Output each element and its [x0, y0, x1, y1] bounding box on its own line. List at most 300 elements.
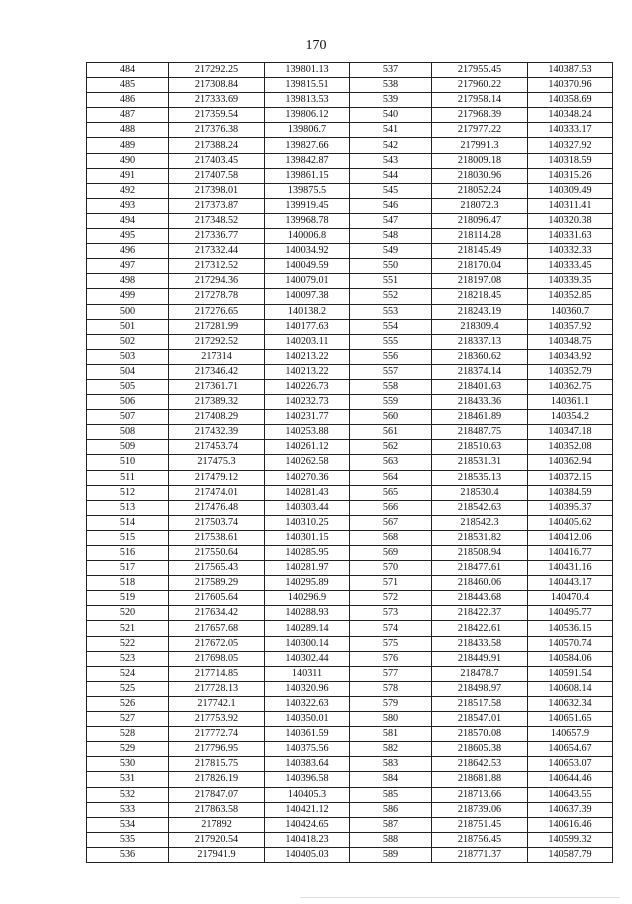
- y-coordinate-left: 140405.03: [265, 847, 350, 862]
- y-coordinate-right: 140332.33: [528, 244, 613, 259]
- y-coordinate-right: 140653.07: [528, 757, 613, 772]
- y-coordinate-left: 140079.01: [265, 274, 350, 289]
- y-coordinate-left: 140424.65: [265, 817, 350, 832]
- table-row: [87, 455, 613, 470]
- x-coordinate-left: 217698.05: [169, 651, 265, 666]
- y-coordinate-right: 140644.46: [528, 772, 613, 787]
- point-number-right: 546: [350, 198, 432, 213]
- point-number-right: 577: [350, 666, 432, 681]
- y-coordinate-left: 140232.73: [265, 395, 350, 410]
- point-number-left: 496: [87, 244, 169, 259]
- table-row: [87, 289, 613, 304]
- table-row: [87, 123, 613, 138]
- x-coordinate-left: 217742.1: [169, 696, 265, 711]
- x-coordinate-right: 218337.13: [432, 334, 528, 349]
- table-row: [87, 621, 613, 636]
- x-coordinate-right: 218535.13: [432, 470, 528, 485]
- x-coordinate-left: 217941.9: [169, 847, 265, 862]
- point-number-left: 522: [87, 636, 169, 651]
- y-coordinate-left: 139801.13: [265, 63, 350, 78]
- table-row: [87, 847, 613, 862]
- point-number-right: 589: [350, 847, 432, 862]
- point-number-right: 562: [350, 440, 432, 455]
- y-coordinate-left: 140213.22: [265, 349, 350, 364]
- coordinates-table-body: [87, 63, 613, 863]
- point-number-right: 569: [350, 546, 432, 561]
- point-number-left: 536: [87, 847, 169, 862]
- y-coordinate-left: 140049.59: [265, 259, 350, 274]
- y-coordinate-left: 140289.14: [265, 621, 350, 636]
- table-row: [87, 576, 613, 591]
- table-row: [87, 681, 613, 696]
- y-coordinate-right: 140643.55: [528, 787, 613, 802]
- table-row: [87, 168, 613, 183]
- y-coordinate-left: 139919.45: [265, 198, 350, 213]
- y-coordinate-left: 140270.36: [265, 470, 350, 485]
- x-coordinate-right: 218531.82: [432, 530, 528, 545]
- y-coordinate-left: 140311: [265, 666, 350, 681]
- point-number-left: 520: [87, 606, 169, 621]
- x-coordinate-left: 217278.78: [169, 289, 265, 304]
- point-number-right: 566: [350, 500, 432, 515]
- table-row: [87, 425, 613, 440]
- table-row: [87, 63, 613, 78]
- point-number-right: 541: [350, 123, 432, 138]
- point-number-right: 557: [350, 364, 432, 379]
- y-coordinate-left: 140350.01: [265, 712, 350, 727]
- y-coordinate-left: 140097.38: [265, 289, 350, 304]
- point-number-right: 587: [350, 817, 432, 832]
- x-coordinate-left: 217605.64: [169, 591, 265, 606]
- point-number-left: 494: [87, 213, 169, 228]
- point-number-right: 588: [350, 832, 432, 847]
- table-row: [87, 153, 613, 168]
- point-number-left: 510: [87, 455, 169, 470]
- y-coordinate-left: 140418.23: [265, 832, 350, 847]
- x-coordinate-left: 217314: [169, 349, 265, 364]
- footer-line: [300, 897, 620, 898]
- point-number-right: 549: [350, 244, 432, 259]
- x-coordinate-left: 217672.05: [169, 636, 265, 651]
- x-coordinate-left: 217276.65: [169, 304, 265, 319]
- y-coordinate-right: 140384.59: [528, 485, 613, 500]
- y-coordinate-left: 140203.11: [265, 334, 350, 349]
- point-number-right: 552: [350, 289, 432, 304]
- y-coordinate-right: 140352.85: [528, 289, 613, 304]
- x-coordinate-left: 217359.54: [169, 108, 265, 123]
- table-row: [87, 757, 613, 772]
- point-number-left: 535: [87, 832, 169, 847]
- x-coordinate-left: 217333.69: [169, 93, 265, 108]
- x-coordinate-right: 218422.61: [432, 621, 528, 636]
- point-number-right: 576: [350, 651, 432, 666]
- y-coordinate-right: 140360.7: [528, 304, 613, 319]
- point-number-left: 529: [87, 742, 169, 757]
- y-coordinate-right: 140352.79: [528, 364, 613, 379]
- y-coordinate-right: 140318.59: [528, 153, 613, 168]
- table-row: [87, 364, 613, 379]
- x-coordinate-left: 217657.68: [169, 621, 265, 636]
- y-coordinate-left: 139813.53: [265, 93, 350, 108]
- y-coordinate-right: 140608.14: [528, 681, 613, 696]
- y-coordinate-left: 140301.15: [265, 530, 350, 545]
- y-coordinate-right: 140361.1: [528, 395, 613, 410]
- table-row: [87, 485, 613, 500]
- point-number-right: 580: [350, 712, 432, 727]
- point-number-left: 514: [87, 515, 169, 530]
- point-number-right: 547: [350, 213, 432, 228]
- point-number-right: 581: [350, 727, 432, 742]
- table-row: [87, 561, 613, 576]
- table-row: [87, 138, 613, 153]
- point-number-right: 544: [350, 168, 432, 183]
- y-coordinate-left: 140421.12: [265, 802, 350, 817]
- y-coordinate-left: 140288.93: [265, 606, 350, 621]
- point-number-left: 490: [87, 153, 169, 168]
- x-coordinate-right: 218072.3: [432, 198, 528, 213]
- point-number-right: 583: [350, 757, 432, 772]
- x-coordinate-left: 217772.74: [169, 727, 265, 742]
- x-coordinate-left: 217346.42: [169, 364, 265, 379]
- y-coordinate-left: 140226.73: [265, 379, 350, 394]
- x-coordinate-right: 218170.04: [432, 259, 528, 274]
- y-coordinate-left: 140006.8: [265, 229, 350, 244]
- y-coordinate-right: 140584.06: [528, 651, 613, 666]
- point-number-left: 526: [87, 696, 169, 711]
- y-coordinate-left: 139842.87: [265, 153, 350, 168]
- x-coordinate-right: 218309.4: [432, 319, 528, 334]
- x-coordinate-right: 218517.58: [432, 696, 528, 711]
- table-row: [87, 832, 613, 847]
- table-row: [87, 712, 613, 727]
- point-number-left: 532: [87, 787, 169, 802]
- x-coordinate-right: 218114.28: [432, 229, 528, 244]
- table-row: [87, 440, 613, 455]
- x-coordinate-left: 217479.12: [169, 470, 265, 485]
- y-coordinate-right: 140637.39: [528, 802, 613, 817]
- y-coordinate-right: 140362.75: [528, 379, 613, 394]
- point-number-left: 487: [87, 108, 169, 123]
- point-number-right: 570: [350, 561, 432, 576]
- y-coordinate-right: 140654.67: [528, 742, 613, 757]
- table-row: [87, 229, 613, 244]
- x-coordinate-right: 218449.91: [432, 651, 528, 666]
- y-coordinate-right: 140327.92: [528, 138, 613, 153]
- point-number-right: 582: [350, 742, 432, 757]
- y-coordinate-left: 140405.3: [265, 787, 350, 802]
- x-coordinate-right: 218739.06: [432, 802, 528, 817]
- y-coordinate-left: 140302.44: [265, 651, 350, 666]
- x-coordinate-left: 217634.42: [169, 606, 265, 621]
- table-row: [87, 546, 613, 561]
- point-number-left: 525: [87, 681, 169, 696]
- point-number-left: 523: [87, 651, 169, 666]
- table-row: [87, 591, 613, 606]
- x-coordinate-right: 218498.97: [432, 681, 528, 696]
- x-coordinate-right: 218487.75: [432, 425, 528, 440]
- point-number-left: 516: [87, 546, 169, 561]
- x-coordinate-left: 217753.92: [169, 712, 265, 727]
- x-coordinate-left: 217403.45: [169, 153, 265, 168]
- point-number-left: 499: [87, 289, 169, 304]
- y-coordinate-left: 140361.59: [265, 727, 350, 742]
- table-row: [87, 410, 613, 425]
- x-coordinate-left: 217432.39: [169, 425, 265, 440]
- x-coordinate-right: 218433.36: [432, 395, 528, 410]
- y-coordinate-left: 140281.43: [265, 485, 350, 500]
- table-row: [87, 93, 613, 108]
- x-coordinate-left: 217388.24: [169, 138, 265, 153]
- point-number-right: 572: [350, 591, 432, 606]
- x-coordinate-right: 218145.49: [432, 244, 528, 259]
- table-row: [87, 742, 613, 757]
- y-coordinate-right: 140370.96: [528, 78, 613, 93]
- y-coordinate-right: 140536.15: [528, 621, 613, 636]
- table-row: [87, 787, 613, 802]
- table-row: [87, 772, 613, 787]
- coordinates-table: [86, 62, 613, 863]
- point-number-left: 501: [87, 319, 169, 334]
- y-coordinate-left: 139806.7: [265, 123, 350, 138]
- y-coordinate-left: 140296.9: [265, 591, 350, 606]
- point-number-right: 540: [350, 108, 432, 123]
- x-coordinate-right: 218751.45: [432, 817, 528, 832]
- point-number-left: 491: [87, 168, 169, 183]
- point-number-right: 558: [350, 379, 432, 394]
- y-coordinate-left: 140383.64: [265, 757, 350, 772]
- x-coordinate-left: 217332.44: [169, 244, 265, 259]
- table-row: [87, 515, 613, 530]
- point-number-right: 564: [350, 470, 432, 485]
- y-coordinate-right: 140599.32: [528, 832, 613, 847]
- y-coordinate-left: 140034.92: [265, 244, 350, 259]
- point-number-right: 553: [350, 304, 432, 319]
- x-coordinate-left: 217550.64: [169, 546, 265, 561]
- table-row: [87, 666, 613, 681]
- point-number-right: 568: [350, 530, 432, 545]
- table-row: [87, 379, 613, 394]
- table-row: [87, 78, 613, 93]
- y-coordinate-right: 140412.06: [528, 530, 613, 545]
- point-number-right: 584: [350, 772, 432, 787]
- y-coordinate-left: 140262.58: [265, 455, 350, 470]
- y-coordinate-right: 140354.2: [528, 410, 613, 425]
- x-coordinate-left: 217376.38: [169, 123, 265, 138]
- y-coordinate-right: 140333.45: [528, 259, 613, 274]
- point-number-left: 521: [87, 621, 169, 636]
- point-number-left: 519: [87, 591, 169, 606]
- x-coordinate-right: 218460.06: [432, 576, 528, 591]
- y-coordinate-right: 140587.79: [528, 847, 613, 862]
- x-coordinate-left: 217714.85: [169, 666, 265, 681]
- point-number-left: 484: [87, 63, 169, 78]
- y-coordinate-right: 140311.41: [528, 198, 613, 213]
- point-number-left: 511: [87, 470, 169, 485]
- x-coordinate-left: 217826.19: [169, 772, 265, 787]
- y-coordinate-left: 140375.56: [265, 742, 350, 757]
- x-coordinate-right: 218713.66: [432, 787, 528, 802]
- x-coordinate-left: 217292.25: [169, 63, 265, 78]
- y-coordinate-right: 140405.62: [528, 515, 613, 530]
- x-coordinate-left: 217336.77: [169, 229, 265, 244]
- point-number-left: 506: [87, 395, 169, 410]
- point-number-left: 505: [87, 379, 169, 394]
- y-coordinate-right: 140651.65: [528, 712, 613, 727]
- x-coordinate-left: 217589.29: [169, 576, 265, 591]
- y-coordinate-right: 140570.74: [528, 636, 613, 651]
- point-number-right: 579: [350, 696, 432, 711]
- x-coordinate-right: 218771.37: [432, 847, 528, 862]
- x-coordinate-left: 217373.87: [169, 198, 265, 213]
- point-number-right: 555: [350, 334, 432, 349]
- x-coordinate-right: 218642.53: [432, 757, 528, 772]
- point-number-left: 509: [87, 440, 169, 455]
- y-coordinate-right: 140357.92: [528, 319, 613, 334]
- x-coordinate-left: 217565.43: [169, 561, 265, 576]
- table-row: [87, 334, 613, 349]
- y-coordinate-right: 140320.38: [528, 213, 613, 228]
- y-coordinate-right: 140348.24: [528, 108, 613, 123]
- point-number-right: 548: [350, 229, 432, 244]
- y-coordinate-right: 140632.34: [528, 696, 613, 711]
- x-coordinate-right: 218218.45: [432, 289, 528, 304]
- y-coordinate-left: 140253.88: [265, 425, 350, 440]
- table-row: [87, 183, 613, 198]
- table-row: [87, 274, 613, 289]
- point-number-right: 538: [350, 78, 432, 93]
- x-coordinate-right: 218401.63: [432, 379, 528, 394]
- x-coordinate-left: 217398.01: [169, 183, 265, 198]
- y-coordinate-right: 140358.69: [528, 93, 613, 108]
- point-number-left: 513: [87, 500, 169, 515]
- table-row: [87, 213, 613, 228]
- point-number-left: 503: [87, 349, 169, 364]
- point-number-right: 586: [350, 802, 432, 817]
- y-coordinate-left: 139827.66: [265, 138, 350, 153]
- y-coordinate-left: 140261.12: [265, 440, 350, 455]
- x-coordinate-right: 217968.39: [432, 108, 528, 123]
- point-number-left: 528: [87, 727, 169, 742]
- point-number-left: 492: [87, 183, 169, 198]
- y-coordinate-right: 140362.94: [528, 455, 613, 470]
- x-coordinate-left: 217408.29: [169, 410, 265, 425]
- point-number-right: 542: [350, 138, 432, 153]
- table-row: [87, 349, 613, 364]
- point-number-left: 530: [87, 757, 169, 772]
- point-number-right: 574: [350, 621, 432, 636]
- x-coordinate-left: 217389.32: [169, 395, 265, 410]
- y-coordinate-left: 140310.25: [265, 515, 350, 530]
- y-coordinate-right: 140657.9: [528, 727, 613, 742]
- y-coordinate-right: 140309.49: [528, 183, 613, 198]
- y-coordinate-right: 140315.26: [528, 168, 613, 183]
- x-coordinate-left: 217475.3: [169, 455, 265, 470]
- x-coordinate-right: 218009.18: [432, 153, 528, 168]
- point-number-left: 486: [87, 93, 169, 108]
- point-number-left: 533: [87, 802, 169, 817]
- point-number-right: 563: [350, 455, 432, 470]
- x-coordinate-right: 218478.7: [432, 666, 528, 681]
- x-coordinate-left: 217503.74: [169, 515, 265, 530]
- y-coordinate-right: 140470.4: [528, 591, 613, 606]
- x-coordinate-right: 218030.96: [432, 168, 528, 183]
- x-coordinate-right: 218443.68: [432, 591, 528, 606]
- point-number-left: 500: [87, 304, 169, 319]
- point-number-right: 543: [350, 153, 432, 168]
- point-number-right: 561: [350, 425, 432, 440]
- point-number-right: 571: [350, 576, 432, 591]
- point-number-left: 504: [87, 364, 169, 379]
- y-coordinate-left: 140285.95: [265, 546, 350, 561]
- point-number-left: 508: [87, 425, 169, 440]
- y-coordinate-left: 139806.12: [265, 108, 350, 123]
- point-number-left: 493: [87, 198, 169, 213]
- x-coordinate-left: 217863.58: [169, 802, 265, 817]
- y-coordinate-left: 140213.22: [265, 364, 350, 379]
- x-coordinate-left: 217292.52: [169, 334, 265, 349]
- point-number-right: 578: [350, 681, 432, 696]
- point-number-right: 573: [350, 606, 432, 621]
- x-coordinate-left: 217538.61: [169, 530, 265, 545]
- y-coordinate-right: 140591.54: [528, 666, 613, 681]
- point-number-left: 489: [87, 138, 169, 153]
- table-row: [87, 727, 613, 742]
- x-coordinate-right: 218197.08: [432, 274, 528, 289]
- point-number-right: 585: [350, 787, 432, 802]
- table-row: [87, 636, 613, 651]
- y-coordinate-right: 140387.53: [528, 63, 613, 78]
- y-coordinate-right: 140495.77: [528, 606, 613, 621]
- point-number-left: 527: [87, 712, 169, 727]
- page-number: 170: [305, 38, 327, 53]
- table-row: [87, 304, 613, 319]
- point-number-right: 556: [350, 349, 432, 364]
- x-coordinate-right: 218508.94: [432, 546, 528, 561]
- x-coordinate-left: 217474.01: [169, 485, 265, 500]
- y-coordinate-left: 140177.63: [265, 319, 350, 334]
- table-row: [87, 108, 613, 123]
- y-coordinate-left: 139861.15: [265, 168, 350, 183]
- point-number-right: 545: [350, 183, 432, 198]
- point-number-left: 495: [87, 229, 169, 244]
- point-number-left: 534: [87, 817, 169, 832]
- table-row: [87, 606, 613, 621]
- point-number-left: 517: [87, 561, 169, 576]
- point-number-left: 507: [87, 410, 169, 425]
- x-coordinate-right: 217991.3: [432, 138, 528, 153]
- point-number-right: 560: [350, 410, 432, 425]
- x-coordinate-right: 218570.08: [432, 727, 528, 742]
- table-row: [87, 696, 613, 711]
- y-coordinate-right: 140443.17: [528, 576, 613, 591]
- y-coordinate-right: 140333.17: [528, 123, 613, 138]
- table-row: [87, 500, 613, 515]
- point-number-left: 518: [87, 576, 169, 591]
- x-coordinate-right: 218530.4: [432, 485, 528, 500]
- y-coordinate-right: 140431.16: [528, 561, 613, 576]
- x-coordinate-right: 218510.63: [432, 440, 528, 455]
- y-coordinate-right: 140339.35: [528, 274, 613, 289]
- x-coordinate-left: 217892: [169, 817, 265, 832]
- x-coordinate-left: 217476.48: [169, 500, 265, 515]
- y-coordinate-left: 140138.2: [265, 304, 350, 319]
- x-coordinate-left: 217348.52: [169, 213, 265, 228]
- point-number-right: 550: [350, 259, 432, 274]
- x-coordinate-left: 217294.36: [169, 274, 265, 289]
- table-row: [87, 530, 613, 545]
- point-number-left: 512: [87, 485, 169, 500]
- point-number-left: 515: [87, 530, 169, 545]
